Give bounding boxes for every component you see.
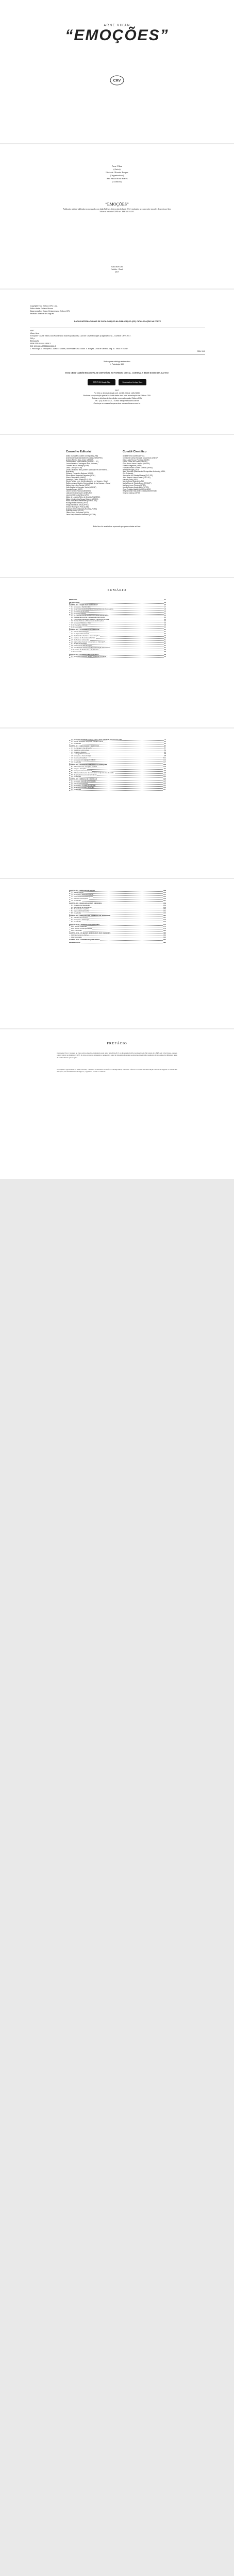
toc-entry-title: 11.2 Conclusão bbox=[71, 936, 82, 938]
toc-entry-title: CAPÍTULO 9 - EMOÇÕES NO AMBIENTE DE TRABALHO bbox=[69, 915, 111, 917]
toc-entry-title: 5.4 O Desenvolvimento das Emoções no Quarto Ano de Idade bbox=[71, 772, 114, 774]
toc-entry-page: 145 bbox=[163, 895, 166, 897]
toc-entry-page: 24 bbox=[164, 614, 166, 616]
author-line: Arne Vikan bbox=[111, 165, 123, 167]
preface-title: PREFÁCIO bbox=[107, 1042, 127, 1045]
council-member: Paulo Romualdo Hernandes (UNIFAL-MG) bbox=[66, 500, 97, 502]
publisher-logo-text: CRV bbox=[113, 79, 121, 83]
cover-page bbox=[0, 0, 234, 143]
council-member: Leonel Severo Rocha (UNISINOS) bbox=[66, 490, 92, 493]
toc-entry-page: 60 bbox=[164, 645, 166, 647]
book-description: Publicação original publicada em norueguês com título Følelser, Universitetsforlaget, 2014 e traduzido no curso sobre emoções do professor Arne Vikan no Instituto CRPE no CEPH 2013-2015. bbox=[63, 208, 171, 213]
rights-line: Foi feito o depósito legal conf. Lei 10.994 de 14/12/2004 bbox=[94, 392, 140, 394]
council-member: Lídia de Oliveira Xavier (UNIEURO) bbox=[66, 492, 92, 495]
council-member: Aldira Guimarães Duarte Domínguez (UNB) bbox=[66, 455, 98, 457]
council-member: Francisco Carlos Duarte (PUC-PR) bbox=[66, 478, 92, 481]
imprint-year: 2017 bbox=[115, 271, 119, 273]
toc-entry-title: 1.8 Teorias Afetivas e Dimensões das Emoções bbox=[71, 620, 104, 622]
toc-entry-page: 153 bbox=[163, 904, 166, 906]
catalog-line: 1. Psicologia 2. Emoções 3. Afeto I. Soares, Ana Paula Silva. coaut. II. Borges, Lívia de Oliveira. org. III. Título IV. Série bbox=[30, 348, 128, 350]
toc-entry-title: 2.11 Conclusão bbox=[71, 651, 82, 653]
committee-member: Andrea Vieira Zanella (UFSC) bbox=[123, 455, 145, 457]
toc-entry-page: 175 bbox=[163, 925, 166, 927]
toc-entry-title: 2.9 Identificação Facial Global e Delimitação Fisionômica bbox=[71, 647, 111, 649]
summary-title: SUMÁRIO bbox=[107, 588, 127, 592]
toc-entry-title: 5.2 Apego e Emoções bbox=[71, 768, 87, 770]
council-member: Elione Maria Nogueira Diogenes (UFAL) bbox=[66, 474, 95, 477]
catalog-line: Bibliografia bbox=[30, 340, 39, 342]
toc-entry-page: 148 bbox=[163, 897, 166, 900]
toc-entry-title: 1.3 Definição de Emoções bbox=[71, 611, 90, 613]
toc-entry-page: 183 bbox=[163, 929, 166, 931]
toc-entry-page: 195 bbox=[163, 941, 166, 943]
committee-member: Ilana Mountian (Manchester Metropolitan University, MMU, Grã-Bretanha) bbox=[123, 470, 165, 475]
council-member: Elizeu Clementino (UNEB) bbox=[66, 476, 86, 479]
catalog-line: DOI 10.24824/978854441806.3 bbox=[30, 345, 56, 347]
toc-entry-title: CAPÍTULO 12 - CONSIDERAÇÕES FINAIS bbox=[69, 939, 100, 941]
council-member: Celso Conti (UFSCar) bbox=[66, 466, 82, 469]
toc-entry-page: 134 bbox=[163, 787, 166, 789]
toc-entry-page: 109 bbox=[163, 764, 166, 766]
catalog-line: 240 p. bbox=[30, 337, 35, 340]
rights-block bbox=[0, 389, 234, 405]
rights-line: Tel.: (41) 3039-6418 – E-mail: sac@editoracrv.com.br bbox=[95, 400, 139, 402]
toc-entry-page: 30 bbox=[164, 618, 166, 620]
toc-list bbox=[69, 889, 166, 944]
catalog-page bbox=[0, 290, 234, 434]
toc-entry-page: 142 bbox=[163, 893, 166, 895]
cover-title: “EMOÇÕES” bbox=[65, 27, 169, 44]
toc-entry-title: CAPÍTULO 2 - AS EXPRESSÕES FACIAIS bbox=[69, 629, 99, 631]
toc-entry-title: 2.10 Sorriso de Duchenne e de Pan-Am bbox=[71, 649, 99, 651]
toc-entry-page: 167 bbox=[163, 915, 166, 917]
council-member: Tania Suely Azevedo Brasileiro (UFOPA) bbox=[66, 513, 96, 516]
toc-leader bbox=[69, 763, 166, 764]
copyright-line: Editor-chefe: Railson Moura bbox=[30, 308, 53, 310]
toc-entry-title: 7.2 Emoções e Doenças Físicas bbox=[71, 893, 94, 895]
toc-entry-page: 80 bbox=[164, 740, 166, 742]
toc-entry-page: 17 bbox=[164, 606, 166, 608]
publisher-logo-icon bbox=[109, 75, 125, 86]
toc-entry-page: 173 bbox=[163, 921, 166, 923]
toc-list bbox=[69, 739, 166, 791]
digital-notice: ESTA OBRA TAMBÉM ENCONTRA-SE DISPONÍVEL EM FORMATO DIGITAL. CONHEÇA E BAIXE NOSSO APLICATIVO! bbox=[65, 372, 169, 374]
toc-entry-page: 128 bbox=[163, 783, 166, 785]
toc-entry-title: 6.3 Emoções e Tomada de Decisão bbox=[71, 785, 96, 787]
toc-entry-page: 151 bbox=[163, 900, 166, 902]
toc-entry-title: 2.3 Os Músculos Faciais e Suas Funções bbox=[71, 635, 100, 637]
catalog-line: CDU 15.0 bbox=[197, 350, 205, 352]
summary-page-3 bbox=[0, 879, 234, 1028]
toc-entry-page: 36 bbox=[164, 622, 166, 624]
reviewer-role: (Coautora) bbox=[112, 180, 122, 183]
toc-entry-page: 98 bbox=[164, 755, 166, 757]
copyright-line: Diagramação e Capa: Designers da Editora CRV bbox=[30, 310, 71, 312]
toc-entry-title: 2.5 Do Autismo à Empatia bbox=[71, 639, 89, 641]
summary-page-1 bbox=[0, 578, 234, 727]
toc-entry-title: 1.2 Uma Visão Evolucionária do Comportamento Cooperativo bbox=[71, 608, 113, 611]
toc-entry-page: 17 bbox=[164, 604, 166, 606]
toc-entry-page: 191 bbox=[163, 939, 166, 941]
copyright-line: Copyright © da Editora CRV Ltda. bbox=[30, 305, 58, 307]
committee-member: Fauston Negreiros (UFPI) bbox=[123, 464, 142, 467]
index-item: 1. Psicologia 15.0 bbox=[109, 363, 125, 365]
council-member: Tadeu Oliver Gonçalves (UFPA) bbox=[66, 512, 90, 514]
toc-entry-title: 8.3 Reavaliação Cognitiva bbox=[71, 908, 89, 910]
toc-entry-title: 1.4 Emoções Básicas bbox=[71, 612, 86, 614]
committee-member: Regina Célia Faria Amaro Giora (MACKENZIE) bbox=[123, 490, 157, 493]
committee-member: Maria Alves de Toledo Bruns (FFCLRP) bbox=[123, 482, 152, 485]
council-member: Solange Helena Ximenes-Rocha (UFOPA) bbox=[66, 507, 97, 510]
toc-entry-title: 2.7 Regras de Exibição bbox=[71, 643, 88, 645]
toc-entry-title: CAPÍTULO 11 - AS BASES BIOLÓGICAS DAS EMOÇÕES bbox=[69, 932, 111, 934]
preface-page bbox=[0, 1029, 234, 1179]
credits bbox=[0, 165, 234, 183]
toc-entry-title: 6.2 Memória e Emoções bbox=[71, 783, 88, 785]
toc-entry-page: 48 bbox=[164, 637, 166, 639]
toc-entry[interactable] bbox=[69, 599, 166, 604]
toc-entry-title: 3.2 Emoções Negativas: tristeza, raiva, medo, desgosto, vergonha e culpa bbox=[71, 739, 122, 740]
council-member: Maria de Lourdes Pinto de Almeida (UNOESC) bbox=[66, 496, 101, 498]
toc-entry-title: 4.6 Cultura e Emoções bbox=[71, 757, 87, 759]
toc-entry-page: 115 bbox=[163, 770, 166, 772]
toc-entry-page: 92 bbox=[164, 751, 166, 753]
toc-entry-page: 118 bbox=[163, 772, 166, 774]
toc-entry-title: 4.2 Metáforas e Emoções bbox=[71, 749, 89, 751]
toc-entry-title: 10.1 Teorias Clássicas bbox=[71, 925, 87, 927]
toc-entry-page: 69 bbox=[164, 655, 166, 657]
council-member: Sydione Santos (UEPG) bbox=[66, 510, 84, 512]
imprint bbox=[0, 266, 234, 274]
toc-entry-page: 185 bbox=[163, 934, 166, 936]
toc-entry-title: CAPÍTULO 7 - EMOÇÕES E SAÚDE bbox=[69, 890, 95, 892]
toc-entry-title: 10.2 Teorias Contemporâneas bbox=[71, 927, 92, 929]
toc-entry[interactable] bbox=[69, 921, 166, 923]
toc-entry-title: 5.1 O Primeiro Ano: emoções básicas bbox=[71, 766, 97, 768]
toc-entry[interactable] bbox=[69, 789, 166, 791]
toc-entry-page: 153 bbox=[163, 902, 166, 904]
toc-entry-title: 4.4 Lexicografia Emocional bbox=[71, 753, 90, 755]
toc-entry-page: 137 bbox=[163, 788, 166, 790]
toc-entry-title: 4.8 Conclusão bbox=[71, 761, 81, 763]
toc-entry-title: CAPÍTULO 3 - AS EMOÇÕES PRÓPRIAS bbox=[69, 654, 99, 656]
toc-entry-page: 87 bbox=[164, 745, 166, 747]
toc-entry-title: CAPÍTULO 10 - TEORIAS DAS EMOÇÕES bbox=[69, 924, 99, 925]
toc-entry-title: 3.1 Emoções Positivas: alegria, interesse e orgulho bbox=[71, 655, 107, 657]
toc-entry-title: 8.1 Conceito de Regulação bbox=[71, 904, 90, 906]
book-title: “EMOÇÕES” bbox=[105, 202, 129, 207]
toc-entry-page: 162 bbox=[163, 910, 166, 912]
toc-entry-page: 38 bbox=[164, 624, 166, 626]
toc-entry-title: 7.5 Conclusão bbox=[71, 900, 81, 902]
council-member: Josania Portela (UFPI) bbox=[66, 488, 83, 490]
copyright-block bbox=[30, 305, 205, 315]
toc-entry-page: 65 bbox=[164, 649, 166, 651]
google-play-badge[interactable]: GET IT ON Google Play bbox=[88, 379, 115, 385]
toc-entry-page: 139 bbox=[163, 892, 166, 894]
toc-entry-title: 8.2 Estratégias de Regulação bbox=[71, 906, 92, 908]
toc-entry-title: 6.1 Emoções, Atenção e Percepção bbox=[71, 781, 96, 783]
council-page bbox=[0, 435, 234, 577]
toc-entry-title: 5.5 Regulação Emocional na Infância bbox=[71, 774, 97, 776]
council-member: Cesar Gerónimo Tello (Univer .Nacional Três de Febrero – Argentina) bbox=[66, 468, 109, 473]
reviewer-line: Ana Paula Silva Soares bbox=[106, 177, 128, 180]
catalog-header: DADOS INTERNACIONAIS DE CATALOGAÇÃO NA PUBLICAÇÃO (CIP) CATALOGAÇÃO NA FONTE bbox=[74, 320, 161, 323]
toc-leader bbox=[69, 603, 166, 604]
toc-entry-page: 43 bbox=[164, 633, 166, 635]
toc-entry-title: 5.3 Emoções Autoconscientes bbox=[71, 770, 92, 772]
toc-entry-title: PREFÁCIO bbox=[69, 599, 77, 601]
council-member: Rodrigo Pratte-Santos (UFES) bbox=[66, 502, 89, 504]
scientific-committee bbox=[123, 450, 169, 495]
toc-entry-page: 26 bbox=[164, 616, 166, 618]
committee-member: Érico Bruno Viana Campos (UNESP) bbox=[123, 463, 150, 465]
council-member: Antônio Pereira Gaio Júnior (UFRRJ) bbox=[66, 459, 93, 461]
toc-entry-title: 7.3 Processos Psicofisiológicos bbox=[71, 895, 93, 897]
toc-entry[interactable] bbox=[69, 656, 166, 658]
committee-member: Edson Olivari de Castro (UNESP) bbox=[123, 461, 147, 463]
council-member: Andréia da Silva Quintanilha Sousa (UNIR/UFRN) bbox=[66, 456, 103, 459]
toc-entry-page: 45 bbox=[164, 635, 166, 637]
toc-entry-title: CAPÍTULO 5 - DESENVOLVIMENTO DAS EMOÇÕES bbox=[69, 764, 107, 766]
toc-entry[interactable] bbox=[69, 942, 166, 944]
toc-entry-title: 1.6 Causas da Emoção e a Avaliação da Emoção bbox=[71, 616, 105, 618]
committee-member: Jacqueline de Oliveira Moreira (PUC-SP) bbox=[123, 474, 153, 477]
catalog-line: Vikan, Arne bbox=[30, 332, 40, 334]
toc-entry-page: 156 bbox=[163, 906, 166, 908]
imprint-place: Curitiba – Brasil bbox=[111, 268, 123, 270]
toc-entry-page: 62 bbox=[164, 647, 166, 649]
toc-entry-page: 124 bbox=[163, 776, 166, 778]
toc-entry-title: INTRODUÇÃO bbox=[69, 602, 80, 604]
toc-entry-title: 6.5 Conclusão bbox=[71, 788, 81, 790]
toc-entry-page: 131 bbox=[163, 785, 166, 787]
toc-entry-page: 167 bbox=[163, 917, 166, 919]
toc-entry-title: 2.6 Expressões Faciais: Universais ou Culturais? bbox=[71, 641, 105, 643]
toc-entry-title: 11.1 Neurociência Afetiva bbox=[71, 934, 89, 936]
copyright-line: Revisão: Analista de Línguas bbox=[30, 313, 54, 315]
toc-entry-page: 51 bbox=[164, 639, 166, 641]
toc-entry-title: 4.3 Conceitos Básicos bbox=[71, 751, 87, 753]
toc-entry-title: 3.4 Conclusão bbox=[71, 742, 81, 744]
toc-leader bbox=[69, 790, 166, 791]
toc-entry-title: 4.7 Emoções na Linguagem Infantil bbox=[71, 759, 96, 761]
council-footer: Este livro foi avaliado e aprovado por pareceristas ad hoc. bbox=[93, 526, 141, 528]
toc-entry-page: 87 bbox=[164, 747, 166, 749]
council-member: Carlos Federico Dominguez Avila (Unieuro) bbox=[66, 463, 98, 465]
committee-member: Marcelo Porto (UEG) bbox=[123, 478, 138, 481]
toc-entry[interactable] bbox=[69, 912, 166, 914]
author-role: (Autor) bbox=[113, 168, 121, 171]
toc-entry-page: 121 bbox=[163, 774, 166, 776]
page-gap bbox=[0, 1180, 234, 2576]
toc-entry-title: 2.1 Ekman: Psicobiologia bbox=[71, 631, 89, 633]
toc-entry-page: 101 bbox=[163, 757, 166, 759]
committee-member: Olga Ceciliato Mattioli (ASSIS/UNESP) bbox=[123, 488, 152, 490]
toc-entry-page: 159 bbox=[163, 908, 166, 910]
toc-entry-page: 11 bbox=[164, 599, 166, 601]
toc-entry-title: 4.1 A Linguagem das Emoções bbox=[71, 747, 93, 749]
toc-entry-page: 54 bbox=[164, 641, 166, 643]
toc-entry-page: 95 bbox=[164, 753, 166, 755]
toc-entry-page: 185 bbox=[163, 932, 166, 934]
rights-line: 2017 bbox=[115, 389, 119, 392]
council-member: Lourdes Helena da Silva (UFV) bbox=[66, 494, 89, 496]
toc-entry-title: 1.9 Emoções Básicas e Afeto bbox=[71, 622, 92, 624]
toc-entry-page: 179 bbox=[163, 927, 166, 929]
council-member: Jailson Alves dos Santos (UFRJ) bbox=[66, 484, 90, 486]
committee-member: Virgínia Kastrup (UFRJ) bbox=[123, 492, 140, 495]
committee-member: Marcia Alves Tassinari (USU) bbox=[123, 480, 144, 483]
toc-entry-page: 165 bbox=[163, 912, 166, 914]
toc-entry-page: 104 bbox=[163, 759, 166, 761]
toc-entry-page: 13 bbox=[164, 602, 166, 604]
toc-entry-page: 57 bbox=[164, 643, 166, 645]
toc-entry-title: CAPÍTULO 1 - O QUE SÃO EMOÇÕES? bbox=[69, 604, 98, 606]
council-member: Carmen Tereza Velanga (UNIR) bbox=[66, 464, 89, 467]
translator-line: Lívia de Oliveira Borges bbox=[106, 171, 128, 174]
toc-entry-title: 1.10 Reduções Afetivas bbox=[71, 624, 88, 626]
toc-entry-title: 4.5 Emoções e Comunicação bbox=[71, 755, 92, 757]
toc-entry-page: 109 bbox=[163, 766, 166, 768]
title-page bbox=[0, 144, 234, 289]
council-member: Maria Lília Imbiriba Sousa Colares (UFOPA) bbox=[66, 498, 98, 500]
toc-entry-title: 1.7 Processos Fisiológicos Afetivos e Estrutura do Afeto bbox=[71, 618, 110, 620]
toc-entry-page: 69 bbox=[164, 654, 166, 656]
toc-entry-title: 2.8 A Fisionomia das Emoções bbox=[71, 645, 93, 647]
toc-entry-page: 125 bbox=[163, 778, 166, 781]
toc-entry-title: CAPÍTULO 8 - REGULAÇÃO DAS EMOÇÕES bbox=[69, 902, 102, 904]
toc-list bbox=[69, 599, 166, 658]
toc-entry-title: 2.4 Análises de Resultados Faciais bbox=[71, 637, 95, 639]
toc-entry-title: 6.4 Julgamento Moral e Emoções bbox=[71, 787, 94, 789]
summary-page-2 bbox=[0, 728, 234, 878]
toc-entry-page: 41 bbox=[164, 629, 166, 631]
toc-entry[interactable] bbox=[69, 602, 166, 604]
rights-line: Proibida a reprodução parcial ou total desta obra sem autorização da Editora CRV bbox=[83, 395, 151, 397]
toc-entry-page: 68 bbox=[164, 651, 166, 653]
toc-entry-page: 170 bbox=[163, 919, 166, 921]
council-member: Guillermo Arias Beatón (Universidade de La Havana – Cuba) bbox=[66, 482, 111, 485]
preface-paragraph: Os capítulos apresentam os temas tratados, com base na literatura científica contemporânea, buscando oferecer ao leitor uma introdução clara e abrangente ao estudo das emoções, seus fundamentos biológicos, cognitivos, sociais e culturais. bbox=[57, 1069, 177, 1073]
toc-entry[interactable] bbox=[69, 761, 166, 764]
app-store-badge[interactable]: Download on the App Store bbox=[119, 379, 146, 385]
catalog-entry bbox=[30, 328, 205, 355]
catalog-line: “Emoções” / Arne Vikan; Ana Paula Silva Soares (coautora), Lívia de Oliveira Borges (Organizadora) – Curitiba: CRV, 2017. bbox=[30, 335, 131, 337]
scientific-committee-title: Comitê Científico bbox=[123, 450, 146, 453]
council-member: Sérgio Nunes de Jesus (IFRO) bbox=[66, 503, 89, 506]
preface-paragraph: O presente livro é baseado no curso sobre emoções, ministrado pelo autor em 2014-2015, no Programa de Pós-Graduação em Psicologia da UFRN, em João Pessoa, quando o autor esteve no Instituto CRPE. O curso procurou apresentar a perspectiva atual de investigação sobre as emoções, integrando resultados de pesquisas de diferentes áreas do conhecimento psicológico. bbox=[57, 1052, 177, 1059]
toc-entry-page: 19 bbox=[164, 611, 166, 613]
toc-entry-page: 112 bbox=[163, 768, 166, 770]
council-member: Gloria Fariñas León (Universidade de La Havana – Cuba) bbox=[66, 480, 108, 483]
toc-entry-page: 41 bbox=[164, 631, 166, 633]
toc-entry-title: REFERÊNCIAS bbox=[69, 941, 80, 943]
council-member: Eduardo Fernandes Barbosa (UFMG) bbox=[66, 472, 94, 475]
toc-entry-title: 9.2 Emoções e Liderança bbox=[71, 919, 89, 921]
toc-entry-title: 9.3 Conclusão bbox=[71, 921, 81, 923]
toc-entry-page: 190 bbox=[163, 936, 166, 938]
toc-entry-title: 7.4 Estresse e Emoções bbox=[71, 897, 88, 900]
toc-entry-title: CAPÍTULO 6 - EMOÇÃO E COGNIÇÃO bbox=[69, 778, 97, 781]
committee-member: Mariana Lopez Teixeira (UFSC) bbox=[123, 484, 146, 486]
committee-member: Francisco Nilton Gomes Oliveira (UFSM) bbox=[123, 466, 153, 469]
editorial-council bbox=[66, 450, 112, 516]
toc-entry-title: CAPÍTULO 4 - LINGUAGEM E EMOÇÕES bbox=[69, 745, 99, 747]
toc-entry-page: 125 bbox=[163, 781, 166, 783]
toc-entry-page: 18 bbox=[164, 608, 166, 611]
toc-leader bbox=[69, 628, 166, 629]
council-member: Simone Rodrigues Pinto (UNB) bbox=[66, 505, 89, 508]
rights-line: Conheça os nossos lançamentos: www.editoracrv.com.br bbox=[93, 402, 141, 404]
toc-entry[interactable] bbox=[69, 626, 166, 629]
toc-entry-page: 175 bbox=[163, 924, 166, 925]
council-member: Carlos Alberto Vilar Estêvão (UMINHO – PT) bbox=[66, 461, 99, 463]
toc-entry-title: 1.1 Emoções e Sentimentos bbox=[71, 606, 91, 608]
committee-member: Christiane Carrijo Eckhardt Mouammar (UNESP) bbox=[123, 456, 159, 459]
toc-entry-page: 89 bbox=[164, 749, 166, 751]
toc-entry-title: 2.2 As Expressões Faciais bbox=[71, 633, 90, 635]
council-member: João Adalberto Campato Junior (UNESP) bbox=[66, 486, 96, 488]
toc-entry-title: 3.3 Outras Emoções: surpresa, inveja e ciúme bbox=[71, 740, 103, 742]
toc-entry-page: 33 bbox=[164, 620, 166, 622]
toc-entry-title: 9.1 Trabalho Emocional bbox=[71, 917, 88, 919]
editorial-council-title: Conselho Editorial bbox=[66, 450, 92, 453]
index-note: Índice para catálogo sistemático bbox=[104, 361, 130, 363]
committee-member: Monilly Ramos Araujo Melo (UFCG) bbox=[123, 486, 149, 488]
toc-entry-title: 8.4 Supressão Expressiva bbox=[71, 910, 89, 912]
toc-entry-page: 72 bbox=[164, 739, 166, 740]
toc-entry-page: 107 bbox=[163, 761, 166, 763]
translator-role: (Organizadora) bbox=[110, 174, 124, 177]
toc-entry-page: 86 bbox=[164, 742, 166, 744]
toc-leader bbox=[69, 901, 166, 902]
toc-entry-title: 10.3 Conclusão bbox=[71, 929, 82, 931]
imprint-name: EDITORA CRV bbox=[111, 266, 123, 268]
toc-entry-title: 1.11 Conclusão bbox=[71, 626, 82, 629]
toc-entry-title: 5.6 Conclusão bbox=[71, 776, 81, 778]
rights-line: Todos os direitos desta edição reservados pela: Editora CRV bbox=[92, 397, 142, 399]
toc-entry-title: 7.1 Saúde Mental bbox=[71, 892, 83, 894]
toc-entry-title: 8.5 Conclusão bbox=[71, 912, 81, 914]
toc-entry[interactable] bbox=[69, 936, 166, 941]
committee-member: Edna Lúcia Tinoco Ponciano (UERJ) bbox=[123, 459, 149, 461]
committee-member: Helmuth Krüger (UCP) bbox=[123, 468, 140, 471]
toc-entry-title: 1.5 As Funções das Emoções: conceitos selecionados bbox=[71, 614, 109, 616]
toc-entry-page: 40 bbox=[164, 626, 166, 629]
catalog-line: ISBN 978-85-444-1806-3 bbox=[30, 343, 51, 345]
committee-member: João Ricardo Lebert Cozac (PUC-SP) bbox=[123, 476, 151, 479]
catalog-line: V667 bbox=[30, 330, 35, 332]
cover-author: ARNE VIKAN bbox=[104, 24, 130, 27]
toc-entry-page: 139 bbox=[163, 890, 166, 892]
toc-entry-page: 21 bbox=[164, 612, 166, 614]
